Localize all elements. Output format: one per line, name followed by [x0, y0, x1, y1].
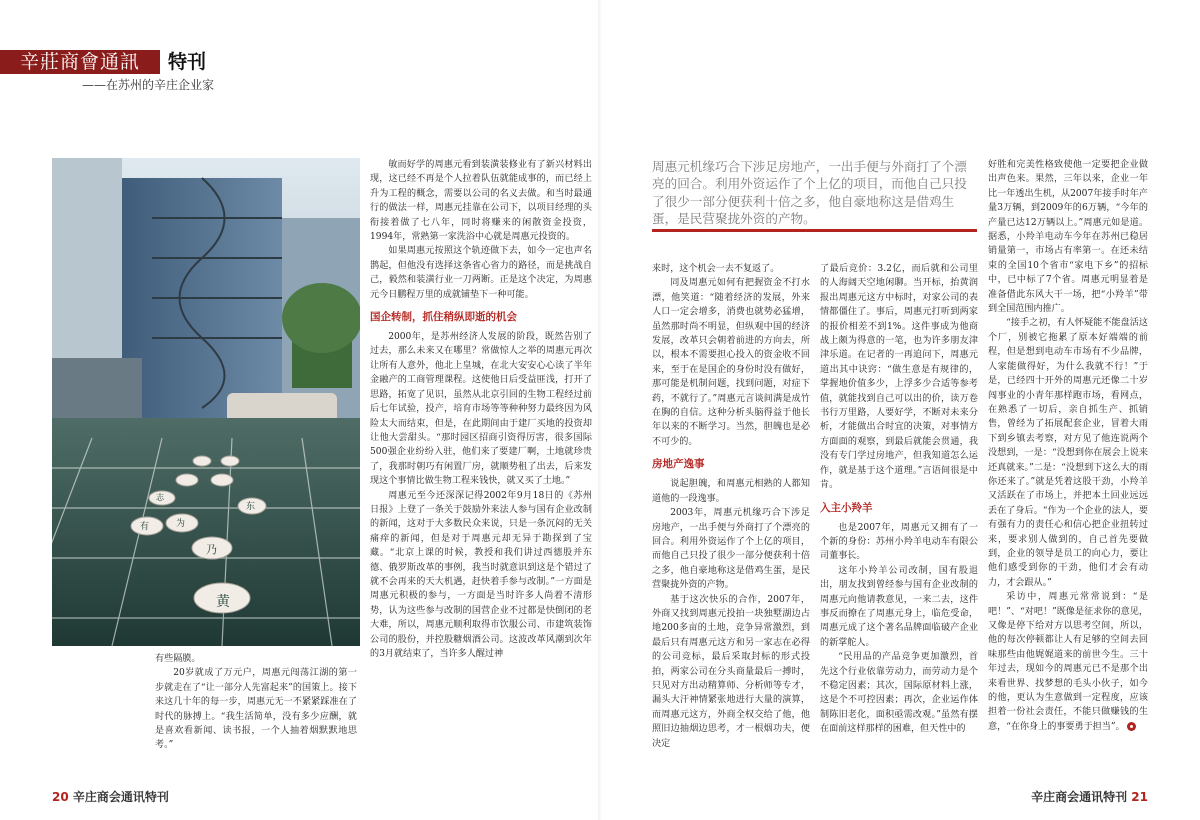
- stone-label: 乃: [206, 543, 217, 556]
- paragraph: 好胜和完美性格致使他一定要把企业做出声色来。果然，三年以来，企业一年比一年透出生机，从2007年接手时年产量3万辆，到2009年的6万辆，“今年的产量已达12万辆以上。”周惠元如是道。据悉，小羚羊电动车今年在苏州已稳居销量第一，市场占有率第一。在还未结束的全国10个省市“家电下乡”的招标中，已中标了7个省。周惠元明显着是准备借此东风大干一场，把“小羚羊”带到全国范围内推广。: [988, 160, 1148, 315]
- page-number: 20: [52, 790, 69, 804]
- paragraph: 来时，这个机会一去不复返了。: [652, 264, 780, 274]
- masthead-special: 特刊: [168, 51, 207, 73]
- paragraph: “接手之初，有人怀疑能不能盘活这个厂，别被它拖累了原本好端端的前程，但是想到电动车市场有不少品牌，人家能做得好，为什么我就不行！”于是，已经四十开外的周惠元还像二十岁闯事业的小青年那样跑市场，看网点，在熟悉了一切后，亲自抓生产、抓销售，曾经为了拓展配套企业，冒着大雨下到乡镇去考察，对方见了他连说两个没想到，一是：“没想到你在展会上说来还真就来。”二是：“没想到下这么大的雨你还来了。”就是凭着这股干劲，小羚羊又活跃在了市场上，并把本土回业远远丢在了身后。“作为一个企业的法人，要有强有力的责任心和信心把企业扭转过来，要求别人做到的，自己首先要做到，企业的领导是员工的向心力，要让他们感受到你的干劲，他们才会有动力，才会跟从。”: [988, 318, 1148, 588]
- stone-label: 有: [140, 522, 150, 532]
- paragraph: 周惠元至今还深深记得2002年9月18日的《苏州日报》上登了一条关于鼓励外来法人参与国有企业改制的新闻，这对于大多数民众来说，只是一条沉闷的无关痛痒的新闻，但是对于周惠元却无异于勘探到了宝藏。“北京上课的时候，教授和我们讲过西德股并东德、俄罗斯改革的事例，我当时就意识到这是个错过了就不会再来的天大机遇，赶快着手参与改制。”一方面是周惠元积极的参与，一方面是当时许多人尚着不清形势，认为这些参与改制的国营企业不过都是快倒闭的老大难，所以，周惠元顺利取得市饮服公司、市建筑装饰公司的股份，并控股糖烟酒公司。这波改革风潮到次年的3月就结束了，当许多人醒过神: [370, 490, 592, 659]
- paragraph: “民用品的产品竞争更加激烈，首先这个行业依靠劳动力，而劳动力是个不稳定因素；其次，国际原材料上涨，这是个不可控因素；再次，企业运作体制陈旧老化，面积亟需改观。”虽然有摆在面前这样那样的困难，但天性中的: [820, 652, 978, 735]
- paragraph: 基于这次快乐的合作，2007年，外商又找到周惠元投拍一块独墅湖边占地200多亩的土地，竞争异常激烈，到最后只有周惠元这方和另一家志在必得的公司竞标，最后采取封标的形式投拍，两家公司在分头商量最后一搏时，只见对方出动精算师、分析师等专才，漏头大汗神情紧张地进行大量的演算，而周惠元这方，外商全权交给了他，他照旧边抽烟边思考，才一根烟功夫，便决定: [652, 594, 810, 749]
- footer-left: [52, 788, 169, 805]
- stone-label: 为: [176, 519, 186, 529]
- end-mark-icon: [1127, 722, 1136, 731]
- building-photo: [52, 158, 360, 646]
- footer-publication: 辛庄商会通讯特刊: [72, 790, 169, 804]
- paragraph: 也是2007年，周惠元又拥有了一个新的身份：苏州小羚羊电动车有限公司董事长。: [820, 522, 978, 562]
- article-column-3: [652, 262, 810, 782]
- article-column-2: [370, 158, 592, 778]
- footer-publication: 辛庄商会通讯特刊: [1031, 790, 1128, 804]
- footer-right: [1031, 788, 1148, 805]
- article-column-4: [820, 262, 978, 782]
- stone-label: 黄: [216, 594, 230, 610]
- article-column-5: [988, 158, 1148, 782]
- section-heading: 房地产逸事: [652, 458, 705, 471]
- paragraph: 敏而好学的周惠元看到装潢装修业有了新兴材料出现，这已经不再是个人拉着队伍就能成事的，而已经上升为工程的概念，需要以公司的名义去做。和当时最通行的做法一样，周惠元挂靠在公司下，以项目经理的头衔接着做了七八年，同时将赚来的闲散资金投资，1994年，常熟第一家洗浴中心就是周惠元投资的。: [370, 160, 592, 243]
- masthead-tagline: ——在苏州的辛庄企业家: [82, 78, 215, 92]
- courtyard-illustration: [52, 158, 360, 646]
- masthead-title: 辛莊商會通訊: [20, 51, 141, 73]
- article-column-1: [155, 652, 357, 782]
- pull-quote: 周惠元机缘巧合下涉足房地产，一出手便与外商打了个漂亮的回合。利用外资运作了个上亿的项目，而他自己只投了很少一部分便获利十倍之多，他自豪地称这是借鸡生蛋，是民营聚拢外资的产物。: [652, 159, 967, 227]
- paragraph: 这年小羚羊公司改制，国有股退出，朋友找到曾经参与国有企业改制的周惠元向他请教意见，一来二去，这件事反而撩在了周惠元身上，临危受命，周惠元成了这个著名品牌面临破产企业的新掌舵人。: [820, 565, 978, 648]
- paragraph: 20岁就成了万元户，周惠元闯荡江湖的第一步就走在了“让一部分人先富起来”的国策上。接下来这几十年的每一步，周惠元无一不紧紧踩准在了时代的脉搏上。“我生活简单，没有多少应酬，就是喜欢看新闻、读书报，一个人抽着烟默默地思考。”: [155, 668, 357, 751]
- stone-label: 东: [246, 502, 256, 512]
- paragraph: 了最后竞价：3.2亿，而后就和公司里的人海阔天空地闲聊。当开标，抬黄润报出周惠元这方中标时，对家公司的表情都僵住了。事后，周惠元打听到两家的报价相差不到1%。这件事成为他商战上颇为得意的一笔，也为许多朋友津津乐道。在记者的一再追问下，周惠元道出其中诀窍：“做生意是有规律的，掌握地价值多少，上浮多少合适等参考值，就能找到自己可以出的价，读万卷书行万里路，人要好学，不断对未来分析，才能做出合时宜的决策，对事情方方面面的观察，到最后就能会贯通，我没有专门学过房地产，但我知道怎么运作，就是基于这个道理。”言语间很是中肯。: [820, 264, 978, 491]
- section-heading: 国企转制，抓住稍纵即逝的机会: [370, 311, 517, 324]
- paragraph-text: 采访中，周惠元常常说到：“是吧！”、“对吧！”既像是征求你的意见，又像是停下给对方以思考空间，所以，他的每次停顿都让人有足够的空间去回味那些由他娓娓道来的前世今生。三十年过去，现如今的周惠元已不是那个出来看世界、找梦想的毛头小伙子，如今的他，更认为生意做到一定程度，应该担着一份社会责任，不能只做赚钱的生意，“在你身上的事要勇于担当”。: [988, 592, 1148, 732]
- paragraph: 同及周惠元如何有把握资金不打水漂，他笑道：“随着经济的发展，外来人口一定会增多，消费也就势必猛增，虽然那时尚不明显，但纵观中国的经济发展，改革只会朝着前进的方向去，所以，根本不需要担心投入的资金收不回来，至于在是国企的身份时没有做好，那可能是机制问题，找到问题，对症下药，不就行了。”周惠元言谈间满是成竹在胸的自信。这种分析头脑得益于他长年以来的不断学习。当然，胆魄也是必不可少的。: [652, 278, 810, 447]
- paragraph: [988, 590, 1148, 734]
- paragraph: 2003年，周惠元机缘巧合下涉足房地产，一出手便与外商打了个漂亮的回合。利用外资运作了个上亿的项目，而他自己只投了很少一部分便获利十倍之多，他自豪地称这是借鸡生蛋，是民营聚拢外资的产物。: [652, 508, 810, 591]
- stone-label: 志: [156, 493, 164, 502]
- page-number: 21: [1131, 790, 1148, 804]
- paragraph: 如果周惠元按照这个轨迹做下去，如今一定也声名鹊起，但他没有选择这条省心省力的路径，而是挑战自己，毅然和装潢行业一刀两断。正是这个决定，为周惠元今日鹏程万里的成就铺垫下一种可能。: [370, 246, 592, 300]
- section-heading: 入主小羚羊: [820, 501, 873, 514]
- page-gutter: [598, 0, 602, 820]
- paragraph: 说起胆魄，和周惠元相熟的人都知道他的一段逸事。: [652, 479, 810, 504]
- pull-quote-rule: [652, 229, 977, 232]
- paragraph: 有些隔膜。: [155, 654, 201, 664]
- paragraph: 2000年，是苏州经济人发展的阶段，既然告别了过去，那么未来又在哪里？常做惊人之举的周惠元再次让所有人意外，他北上皇城，在北大安安心心读了半年金融产的工商管理课程。这使他日后受益匪浅，打开了思路，拓宽了见识，虽然从北京引回的生物工程经过前后七年试验，投产，培育市场等等种种努力最终因为风险太大而结束，但是，在此期间由于建厂买地的投资却让他大尝甜头。“那时园区招商引资得厉害，很多国际500强企业纷纷入驻，他们来了要建厂啊，土地就珍贵了，我那时朝巧有闲置厂房，就顺势租了出去，后来发现这个事情比做生物工程来钱快，就又买了土地。”: [370, 332, 592, 487]
